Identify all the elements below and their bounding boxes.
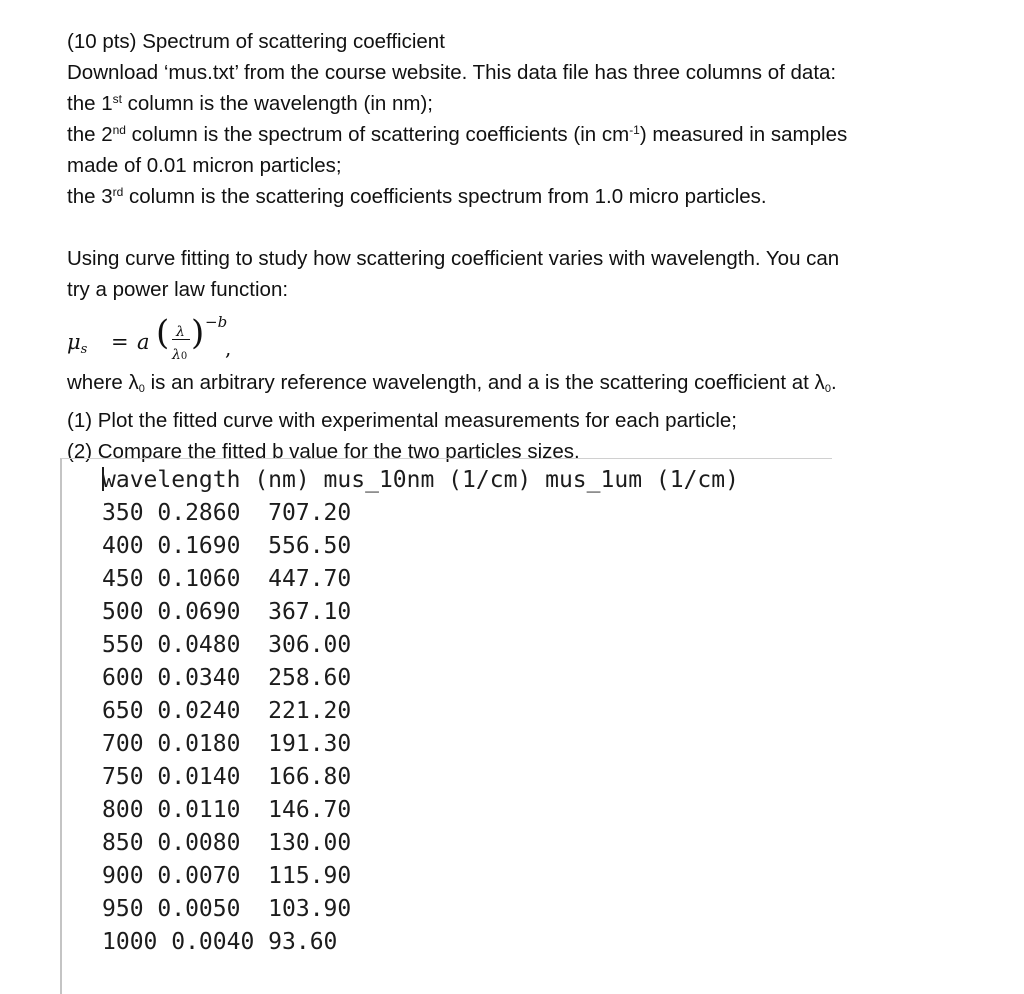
formula-numerator: λ xyxy=(176,324,185,340)
column-3-description: the 3rd column is the scattering coefficients spectrum from 1.0 micro particles. xyxy=(67,185,767,208)
column-2-description: the 2nd column is the spectrum of scattering coefficients (in $cm^{-1}$) measured in samples xyxy=(67,123,848,146)
table-row: 750 0.0140 166.80 xyxy=(102,764,352,790)
formula-exponent: −b xyxy=(205,313,228,331)
table-row: 400 0.1690 556.50 xyxy=(102,533,352,559)
fit-instruction-cont: try a power law function: xyxy=(67,278,289,301)
column-1-description: the 1st column is the wavelength (in nm); xyxy=(67,92,434,115)
table-row: 1000 0.0040 93.60 xyxy=(102,929,338,955)
where-line: where λ0 is an arbitrary reference wavelength, and a is the scattering coefficient at λ0. xyxy=(67,371,837,395)
problem-title: (10 pts) Spectrum of scattering coefficient xyxy=(67,30,445,53)
formula-mu: μs xyxy=(67,330,88,357)
column-2-continuation: made of 0.01 micron particles; xyxy=(67,154,342,177)
table-row: 700 0.0180 191.30 xyxy=(102,731,352,757)
formula-a: a xyxy=(137,330,150,354)
table-row: 800 0.0110 146.70 xyxy=(102,797,352,823)
table-row: 850 0.0080 130.00 xyxy=(102,830,352,856)
question-1: (1) Plot the fitted curve with experimental measurements for each particle; xyxy=(67,409,737,432)
formula-left-paren: ( xyxy=(156,313,170,353)
power-law-formula xyxy=(67,305,967,367)
table-row: 950 0.0050 103.90 xyxy=(102,896,352,922)
table-row: 450 0.1060 447.70 xyxy=(102,566,352,592)
data-table xyxy=(102,464,739,959)
fit-instruction: Using curve fitting to study how scattering coefficient varies with wavelength. You can xyxy=(67,247,840,270)
formula-denominator: λ0 xyxy=(172,347,188,363)
table-row: 500 0.0690 367.10 xyxy=(102,599,352,625)
table-header: wavelength (nm) mus_10nm (1/cm) mus_1um (1/cm) xyxy=(102,467,739,493)
formula-equals: = xyxy=(111,330,129,354)
intro-line: Download ‘mus.txt’ from the course website. This data file has three columns of data: xyxy=(67,61,837,84)
data-file-preview xyxy=(60,458,832,994)
table-row: 350 0.2860 707.20 xyxy=(102,500,352,526)
table-row: 600 0.0340 258.60 xyxy=(102,665,352,691)
table-row: 550 0.0480 306.00 xyxy=(102,632,352,658)
formula-comma: , xyxy=(225,336,232,360)
problem-text xyxy=(67,26,967,467)
question-2: (2) Compare the fitted b value for the two particles sizes. xyxy=(67,440,580,463)
table-row: 650 0.0240 221.20 xyxy=(102,698,352,724)
table-row: 900 0.0070 115.90 xyxy=(102,863,352,889)
formula-right-paren: ) xyxy=(191,313,205,353)
